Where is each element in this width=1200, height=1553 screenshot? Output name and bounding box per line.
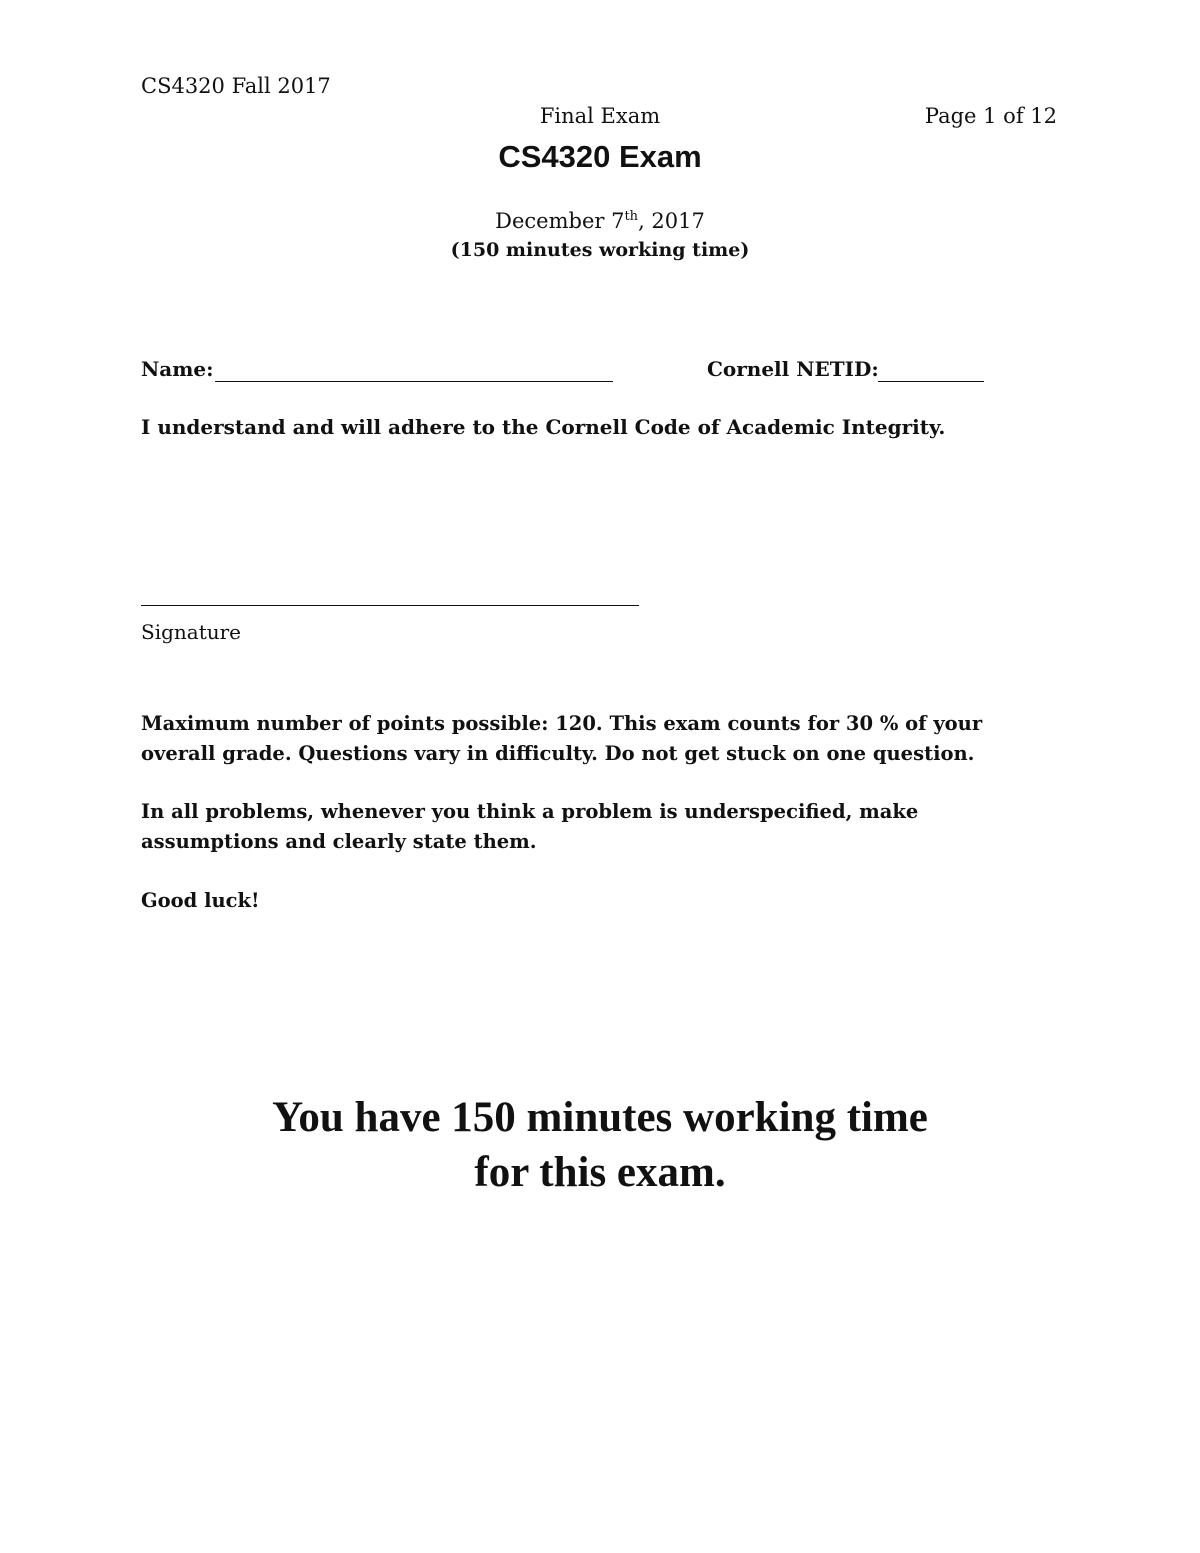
signature-label: Signature — [141, 620, 242, 644]
integrity-statement: I understand and will adhere to the Cornell Code of Academic Integrity. — [141, 415, 946, 439]
date-suffix: th — [624, 209, 639, 224]
instructions-assumptions: In all problems, whenever you think a problem is underspecified, make assumptions and clearly state them. — [141, 800, 919, 853]
good-luck: Good luck! — [141, 889, 260, 912]
page-number: Page 1 of 12 — [924, 104, 1057, 128]
name-field[interactable] — [215, 381, 613, 382]
netid-label: Cornell NETID: — [707, 357, 879, 381]
time-notice — [0, 1090, 1200, 1200]
instructions-points: Maximum number of points possible: 120. This exam counts for 30 % of your overall grade. Questions vary in difficulty. Do not get stuck on one question. — [141, 712, 983, 765]
exam-type-header: Final Exam — [539, 104, 661, 128]
date-year: , 2017 — [638, 209, 705, 233]
course-header: CS4320 Fall 2017 — [141, 74, 331, 98]
working-time-subtitle: (150 minutes working time) — [450, 239, 750, 261]
time-notice-line-1: You have 150 minutes working time — [272, 1094, 928, 1141]
exam-date — [0, 209, 1200, 233]
signature-field[interactable] — [141, 605, 639, 606]
name-label: Name: — [141, 357, 214, 381]
netid-field[interactable] — [878, 381, 984, 382]
date-month-day: December 7 — [495, 209, 625, 233]
page-title: CS4320 Exam — [498, 139, 702, 174]
time-notice-line-2: for this exam. — [474, 1149, 726, 1196]
